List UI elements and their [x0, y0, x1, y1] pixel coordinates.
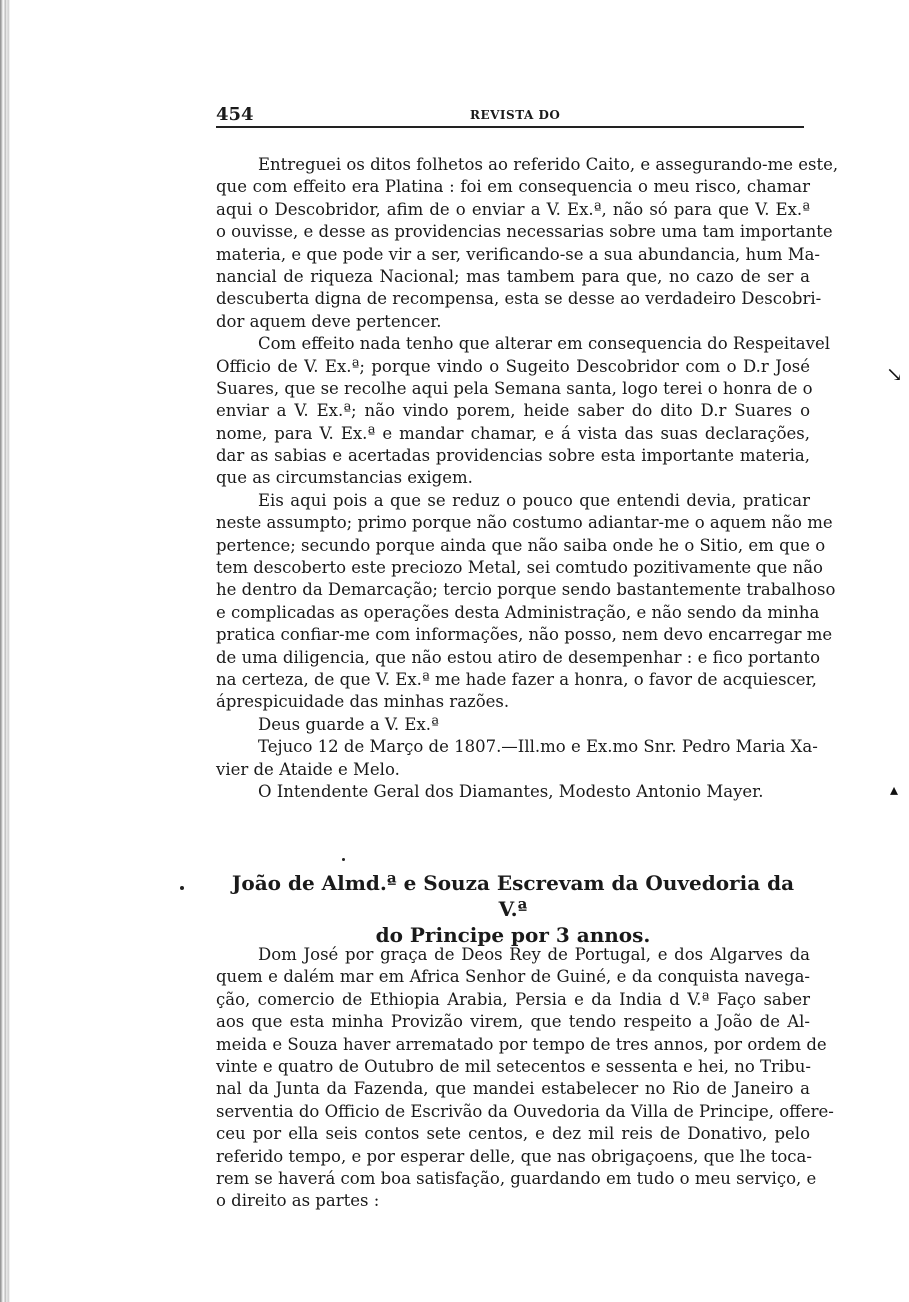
- text-line: quem e dalém mar em Africa Senhor de Guiné, e da conquista navega-: [216, 967, 810, 987]
- section-heading-line: João de Almd.ª e Souza Escrevam da Ouvedoria da V.ª: [231, 871, 795, 921]
- text-line: neste assumpto; primo porque não costumo adiantar-me o aquem não me: [216, 513, 833, 533]
- text-line: dar as sabias e acertadas providencias sobre esta importante materia,: [216, 446, 810, 466]
- text-line: tem descoberto este preciozo Metal, sei comtudo pozitivamente que não: [216, 558, 823, 578]
- text-line: pratica confiar-me com informações, não posso, nem devo encarregar me: [216, 625, 833, 645]
- text-line: o ouvisse, e desse as providencias necessarias sobre uma tam importante: [216, 222, 833, 242]
- text-line: Officio de V. Ex.ª; porque vindo o Sugeito Descobridor com o D.r José: [216, 356, 810, 376]
- text-line: que com effeito era Platina : foi em consequencia o meu risco, chamar: [216, 177, 810, 197]
- text-line: vinte e quatro de Outubro de mil setecentos e sessenta e hei, no Tribu-: [216, 1056, 811, 1076]
- text-line: serventia do Officio de Escrivão da Ouvedoria da Villa de Principe, offere-: [216, 1101, 834, 1121]
- text-line: Entreguei os ditos folhetos ao referido Caito, e assegurando-me este,: [258, 155, 839, 174]
- text-line: de uma diligencia, que não estou atiro de desempenhar : e fico portanto: [216, 647, 821, 667]
- text-line: Suares, que se recolhe aqui pela Semana santa, logo terei o honra de o: [216, 378, 813, 398]
- journal-title: REVISTA DO: [470, 108, 561, 122]
- text-line: materia, e que pode vir a ser, verificando-se a sua abundancia, hum Ma-: [216, 244, 820, 264]
- text-line: ção, comercio de Ethiopia Arabia, Persia e da India d V.ª Faço saber: [216, 989, 810, 1009]
- text-line: nal da Junta da Fazenda, que mandei estabelecer no Rio de Janeiro a: [216, 1079, 810, 1099]
- text-line: que as circumstancias exigem.: [216, 468, 473, 488]
- text-line: nome, para V. Ex.ª e mandar chamar, e á vista das suas declarações,: [216, 423, 810, 443]
- text-line: aqui o Descobridor, afim de o enviar a V. Ex.ª, não só para que V. Ex.ª: [216, 199, 810, 219]
- text-line: áprespicuidade das minhas razões.: [216, 692, 510, 712]
- text-line: nancial de riqueza Nacional; mas tambem para que, no cazo de ser a: [216, 266, 810, 286]
- margin-mark: ▴: [890, 780, 899, 799]
- text-line: rem se haverá com boa satisfação, guardando em tudo o meu serviço, e: [216, 1168, 817, 1188]
- text-line: Eis aqui pois a que se reduz o pouco que entendi devia, praticar: [258, 490, 810, 510]
- page-binding-edge: [0, 0, 10, 1302]
- text-line: ceu por ella seis contos sete centos, e dez mil reis de Donativo, pelo: [216, 1124, 810, 1144]
- margin-mark: ↘: [886, 362, 903, 386]
- text-line: Deus guarde a V. Ex.ª: [258, 714, 439, 734]
- text-line: o direito as partes :: [216, 1191, 380, 1211]
- section-heading: [216, 870, 810, 948]
- text-line: descuberta digna de recompensa, esta se desse ao verdadeiro Descobri-: [216, 289, 822, 309]
- text-line: na certeza, de que V. Ex.ª me hade fazer a honra, o favor de acquiescer,: [216, 669, 817, 689]
- margin-dot: [180, 886, 184, 890]
- text-line: pertence; secundo porque ainda que não saiba onde he o Sitio, em que o: [216, 535, 826, 555]
- text-line: Tejuco 12 de Março de 1807.—Ill.mo e Ex.mo Snr. Pedro Maria Xa-: [258, 737, 818, 757]
- text-line: enviar a V. Ex.ª; não vindo porem, heide saber do dito D.r Suares o: [216, 401, 810, 421]
- letter-text: [216, 154, 839, 803]
- margin-dot: [342, 858, 345, 861]
- page-number: 454: [216, 104, 254, 125]
- text-line: aos que esta minha Provizão virem, que tendo respeito a João de Al-: [216, 1012, 810, 1032]
- text-line: referido tempo, e por esperar delle, que nas obrigaçoens, que lhe toca-: [216, 1146, 812, 1166]
- running-head: [216, 104, 804, 126]
- signature-line: O Intendente Geral dos Diamantes, Modesto Antonio Mayer.: [258, 781, 764, 801]
- text-line: he dentro da Demarcação; tercio porque sendo bastantemente trabalhoso: [216, 580, 836, 600]
- section-heading-line: do Principe por 3 annos.: [375, 923, 651, 947]
- text-line: meida e Souza haver arrematado por tempo de tres annos, por ordem de: [216, 1034, 827, 1054]
- text-line: Dom José por graça de Deos Rey de Portugal, e dos Algarves da: [258, 945, 810, 964]
- decree-text: [216, 944, 834, 1213]
- text-line: vier de Ataide e Melo.: [216, 759, 400, 779]
- header-rule: [216, 126, 804, 128]
- text-line: dor aquem deve pertencer.: [216, 311, 442, 331]
- text-line: Com effeito nada tenho que alterar em consequencia do Respeitavel: [258, 334, 830, 354]
- text-line: e complicadas as operações desta Administração, e não sendo da minha: [216, 602, 820, 622]
